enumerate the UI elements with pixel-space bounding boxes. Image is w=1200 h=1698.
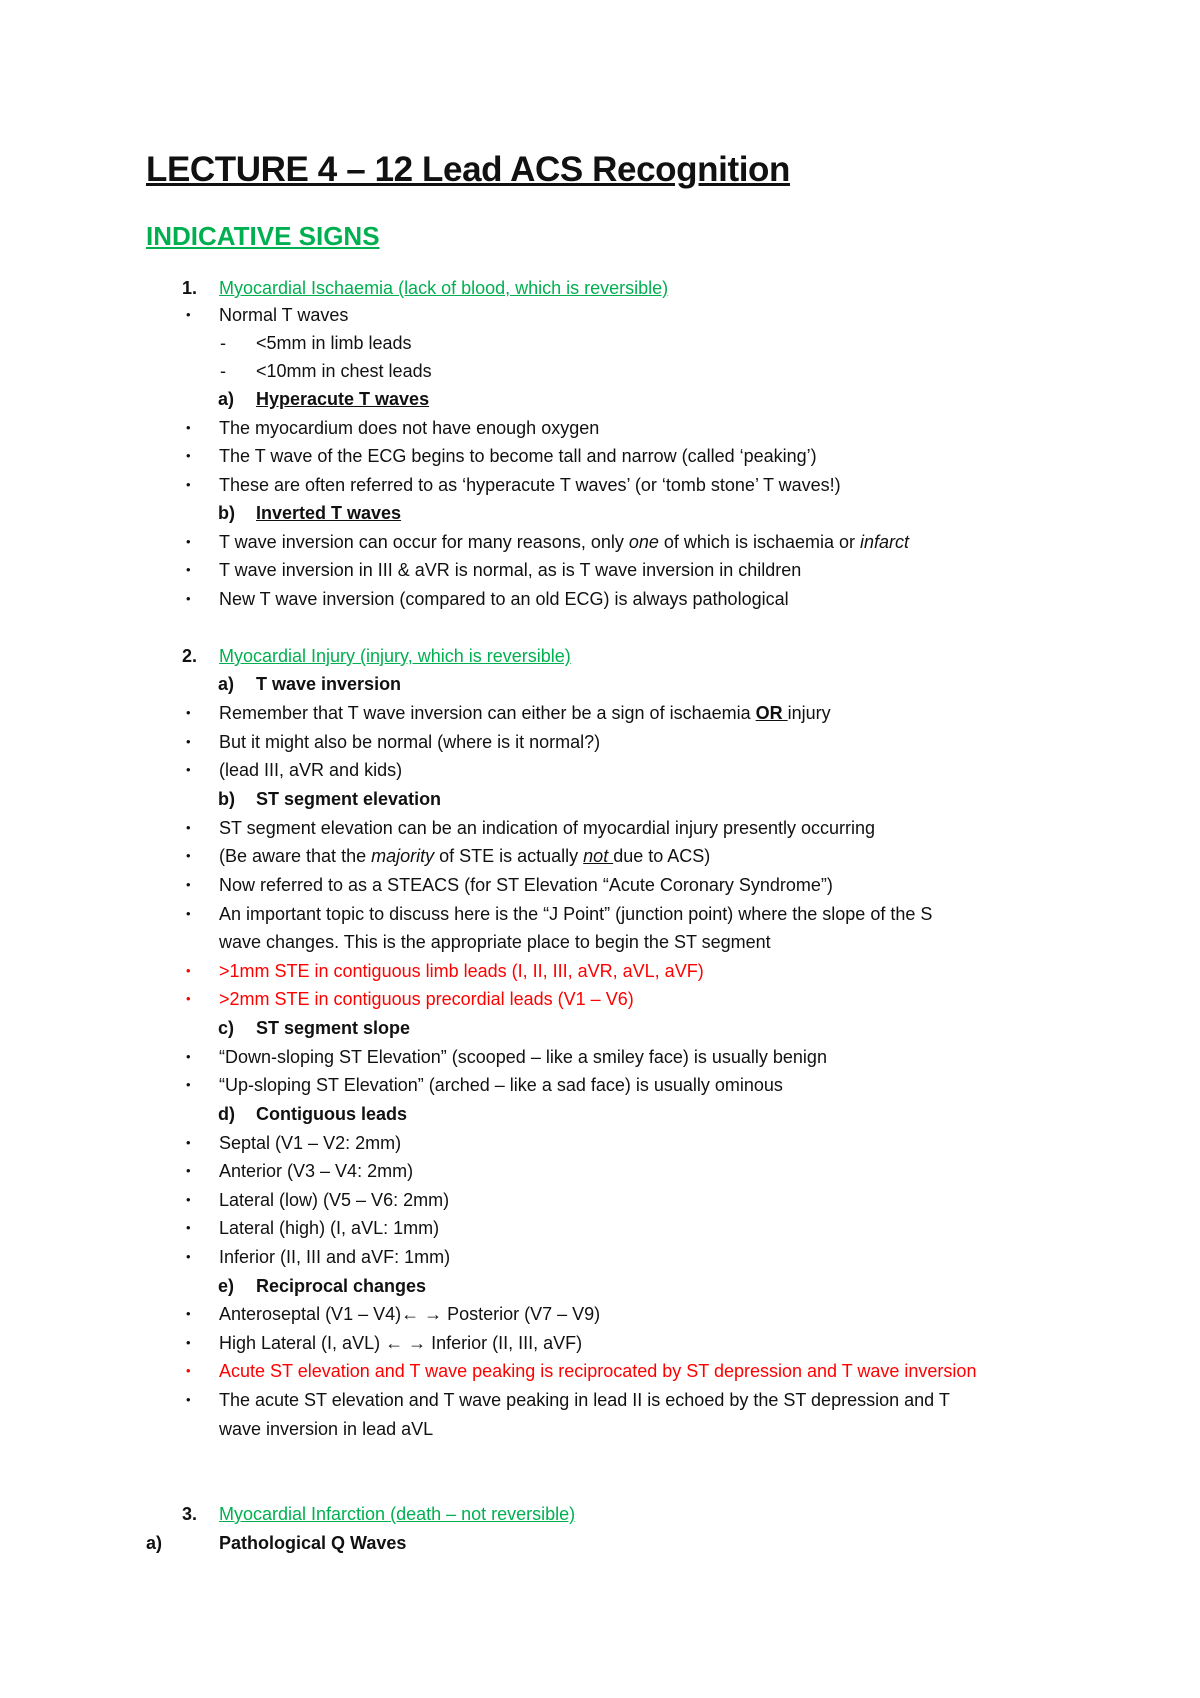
bullet-icon: •	[186, 307, 191, 322]
item-text: New T wave inversion (compared to an old ECG) is always pathological	[219, 589, 789, 609]
bullet-icon: •	[186, 534, 191, 549]
item-text: Acute ST elevation and T wave peaking is reciprocated by ST depression and T wave inversion	[219, 1361, 977, 1381]
section-heading: INDICATIVE SIGNS	[146, 221, 380, 251]
item-text: The acute ST elevation and T wave peaking in lead II is echoed by the ST depression and T	[219, 1390, 950, 1410]
bullet-icon: •	[186, 591, 191, 606]
item-text: The myocardium does not have enough oxygen	[219, 418, 600, 438]
bullet-icon: •	[186, 762, 191, 777]
bullet-icon: •	[186, 906, 191, 921]
subheading: Reciprocal changes	[256, 1276, 427, 1296]
subheading: Hyperacute T waves	[256, 389, 430, 409]
item-text: An important topic to discuss here is the “J Point” (junction point) where the slope of the S	[219, 904, 933, 924]
subheading: T wave inversion	[256, 674, 402, 694]
bullet-icon: •	[186, 1335, 191, 1350]
list-letter: d)	[218, 1104, 235, 1124]
subsection-heading: Myocardial Injury (injury, which is reversible)	[219, 646, 571, 666]
bullet-icon: •	[186, 1049, 191, 1064]
item-text: <10mm in chest leads	[256, 361, 432, 381]
bullet-icon: •	[186, 420, 191, 435]
item-text: Anterior (V3 – V4: 2mm)	[219, 1161, 414, 1181]
list-letter: b)	[218, 789, 235, 809]
item-text: Anteroseptal (V1 – V4)← → Posterior (V7 – V9)	[219, 1304, 601, 1324]
item-text: Remember that T wave inversion can either be a sign of ischaemia OR injury	[219, 703, 831, 723]
item-text: <5mm in limb leads	[256, 333, 412, 353]
item-text: (lead III, aVR and kids)	[219, 760, 403, 780]
bullet-icon: •	[186, 848, 191, 863]
item-text: (Be aware that the majority of STE is actually not due to ACS)	[219, 846, 711, 866]
dash-icon: -	[220, 333, 226, 353]
item-text: “Up-sloping ST Elevation” (arched – like a sad face) is usually ominous	[219, 1075, 783, 1095]
bullet-icon: •	[186, 1163, 191, 1178]
bullet-icon: •	[186, 562, 191, 577]
subheading: Inverted T waves	[256, 503, 402, 523]
bullet-icon: •	[186, 991, 191, 1006]
item-text: wave inversion in lead aVL	[219, 1419, 434, 1439]
subheading: ST segment slope	[256, 1018, 411, 1038]
bullet-icon: •	[186, 877, 191, 892]
bullet-icon: •	[186, 963, 191, 978]
item-text: Inferior (II, III and aVF: 1mm)	[219, 1247, 451, 1267]
bullet-icon: •	[186, 1077, 191, 1092]
bullet-icon: •	[186, 1363, 191, 1378]
item-text: Septal (V1 – V2: 2mm)	[219, 1133, 402, 1153]
list-letter: e)	[218, 1276, 235, 1296]
page-title: LECTURE 4 – 12 Lead ACS Recognition	[146, 150, 790, 189]
item-text: These are often referred to as ‘hyperacute T waves’ (or ‘tomb stone’ T waves!)	[219, 475, 841, 495]
item-text: But it might also be normal (where is it normal?)	[219, 732, 601, 752]
subsection-heading: Myocardial Infarction (death – not reversible)	[219, 1504, 576, 1524]
bullet-icon: •	[186, 820, 191, 835]
bullet-icon: •	[186, 1392, 191, 1407]
subheading: Contiguous leads	[256, 1104, 408, 1124]
list-letter: a)	[218, 389, 235, 409]
dash-icon: -	[220, 361, 226, 381]
item-text: Lateral (low) (V5 – V6: 2mm)	[219, 1190, 450, 1210]
item-text: T wave inversion in III & aVR is normal, as is T wave inversion in children	[219, 560, 802, 580]
item-text: >1mm STE in contiguous limb leads (I, II, III, aVR, aVL, aVF)	[219, 961, 704, 981]
bullet-icon: •	[186, 1135, 191, 1150]
list-letter: a)	[146, 1533, 163, 1553]
list-letter: c)	[218, 1018, 235, 1038]
list-letter: b)	[218, 503, 235, 523]
bullet-icon: •	[186, 1220, 191, 1235]
subheading: ST segment elevation	[256, 789, 442, 809]
bullet-icon: •	[186, 734, 191, 749]
list-letter: a)	[218, 674, 235, 694]
item-text: Normal T waves	[219, 305, 349, 325]
list-number: 1.	[182, 278, 198, 298]
item-text: “Down-sloping ST Elevation” (scooped – like a smiley face) is usually benign	[219, 1047, 827, 1067]
bullet-icon: •	[186, 1192, 191, 1207]
bullet-icon: •	[186, 1306, 191, 1321]
item-text: High Lateral (I, aVL) ← → Inferior (II, III, aVF)	[219, 1333, 583, 1353]
bullet-icon: •	[186, 477, 191, 492]
bullet-icon: •	[186, 705, 191, 720]
subsection-heading: Myocardial Ischaemia (lack of blood, which is reversible)	[219, 278, 669, 298]
item-text: T wave inversion can occur for many reasons, only one of which is ischaemia or infarct	[219, 532, 910, 552]
item-text: Lateral (high) (I, aVL: 1mm)	[219, 1218, 440, 1238]
subheading: Pathological Q Waves	[219, 1533, 407, 1553]
item-text: wave changes. This is the appropriate place to begin the ST segment	[219, 932, 771, 952]
item-text: The T wave of the ECG begins to become tall and narrow (called ‘peaking’)	[219, 446, 817, 466]
list-number: 2.	[182, 646, 198, 666]
item-text: >2mm STE in contiguous precordial leads (V1 – V6)	[219, 989, 634, 1009]
list-number: 3.	[182, 1504, 198, 1524]
bullet-icon: •	[186, 1249, 191, 1264]
item-text: ST segment elevation can be an indication of myocardial injury presently occurring	[219, 818, 876, 838]
bullet-icon: •	[186, 448, 191, 463]
item-text: Now referred to as a STEACS (for ST Elevation “Acute Coronary Syndrome”)	[219, 875, 833, 895]
